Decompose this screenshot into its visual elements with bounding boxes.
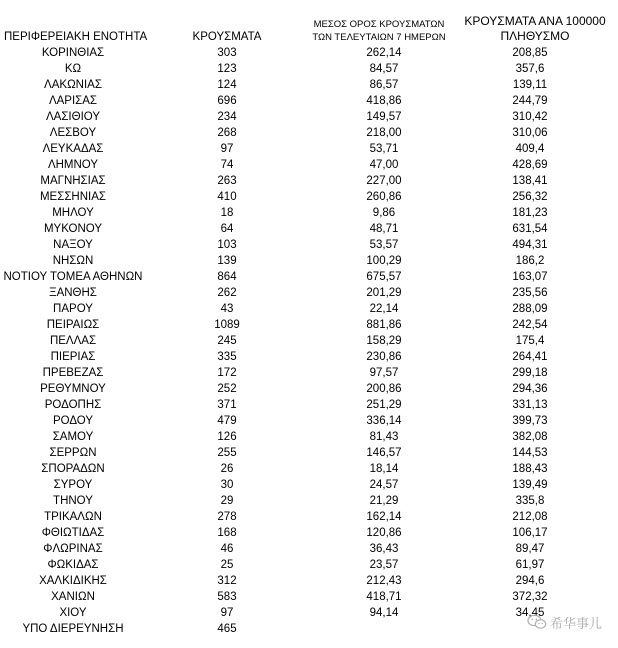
cell-per-100k: 244,79 [512,95,548,107]
table-row [0,477,618,493]
cell-per-100k: 106,17 [512,527,548,539]
table-row [0,189,618,205]
cell-per-100k: 163,07 [512,271,548,283]
cell-region: ΛΕΥΚΑΔΑΣ [42,143,104,155]
wechat-icon [527,614,547,630]
watermark [527,613,602,631]
cell-avg-7-days: 100,29 [366,255,402,267]
cell-avg-7-days: 86,57 [369,79,399,91]
table-row [0,557,618,573]
cell-avg-7-days: 24,57 [369,479,399,491]
cell-region: ΠΕΛΛΑΣ [49,335,97,347]
cell-region: ΛΑΡΙΣΑΣ [48,95,98,107]
cell-cases: 64 [220,223,234,235]
cell-cases: 46 [220,543,234,555]
table-row [0,573,618,589]
table-row [0,93,618,109]
cell-region: ΣΥΡΟΥ [53,479,93,491]
cell-region: ΣΠΟΡΑΔΩΝ [41,463,105,475]
cell-per-100k: 409,4 [515,143,545,155]
watermark-text: 希华事儿 [549,615,602,631]
cell-avg-7-days: 94,14 [369,607,399,619]
cell-avg-7-days: 212,43 [366,575,402,587]
table-row [0,349,618,365]
cell-region: ΝΑΞΟΥ [53,239,93,251]
cell-cases: 255 [217,447,237,459]
table-row [0,61,618,77]
table-row [0,221,618,237]
cell-region: ΧΙΟΥ [59,607,87,619]
cell-per-100k: 212,08 [512,511,548,523]
cell-cases: 268 [217,127,237,139]
cell-cases: 126 [217,431,237,443]
cell-region: ΜΕΣΣΗΝΙΑΣ [39,191,107,203]
cell-per-100k: 139,11 [512,79,548,91]
header-cases: ΚΡΟΥΣΜΑΤΑ [192,31,262,43]
table-row [0,397,618,413]
cell-cases: 18 [220,207,234,219]
cell-cases: 124 [217,79,237,91]
cell-cases: 864 [217,271,237,283]
table-row [0,509,618,525]
table-row [0,621,618,637]
table-row [0,445,618,461]
cell-avg-7-days: 48,71 [369,223,399,235]
cell-avg-7-days: 22,14 [369,303,399,315]
cell-per-100k: 372,32 [512,591,548,603]
cell-region: ΝΗΣΩΝ [52,255,94,267]
cell-cases: 312 [217,575,237,587]
cell-per-100k: 335,8 [515,495,545,507]
cell-avg-7-days: 18,14 [369,463,399,475]
cell-avg-7-days: 149,57 [366,111,402,123]
header-per-100k [455,14,615,44]
cell-per-100k: 310,42 [512,111,548,123]
cell-cases: 696 [217,95,237,107]
cell-avg-7-days: 251,29 [366,399,402,411]
cell-per-100k: 208,85 [512,47,548,59]
cell-avg-7-days: 36,43 [369,543,399,555]
cell-avg-7-days: 260,86 [366,191,402,203]
cell-region: ΧΑΝΙΩΝ [51,591,95,603]
cell-per-100k: 242,54 [512,319,548,331]
table-row [0,45,618,61]
cell-avg-7-days: 162,14 [366,511,402,523]
cell-cases: 278 [217,511,237,523]
cell-cases: 172 [217,367,237,379]
cell-avg-7-days: 200,86 [366,383,402,395]
table-row [0,157,618,173]
cell-cases: 479 [217,415,237,427]
table-row [0,429,618,445]
cell-per-100k: 494,31 [512,239,548,251]
table-row [0,253,618,269]
cell-region: ΤΗΝΟΥ [53,495,93,507]
table-row [0,365,618,381]
cell-avg-7-days: 262,14 [366,47,402,59]
table-row [0,269,618,285]
cell-cases: 335 [217,351,237,363]
table-row [0,125,618,141]
cell-avg-7-days: 418,71 [366,591,402,603]
cell-region: ΠΙΕΡΙΑΣ [50,351,96,363]
table-row [0,301,618,317]
cell-per-100k: 399,73 [512,415,548,427]
cell-cases: 410 [217,191,237,203]
table-row [0,141,618,157]
table-row [0,413,618,429]
cell-avg-7-days: 47,00 [369,159,399,171]
table-row [0,605,618,621]
cell-per-100k: 299,18 [512,367,548,379]
cell-cases: 74 [220,159,234,171]
cell-region: ΠΕΙΡΑΙΩΣ [46,319,100,331]
cell-cases: 371 [217,399,237,411]
cell-region: ΛΕΣΒΟΥ [49,127,97,139]
cell-per-100k: 256,32 [512,191,548,203]
cell-avg-7-days: 336,14 [366,415,402,427]
table-body [0,45,618,637]
cell-per-100k: 294,6 [515,575,545,587]
cell-avg-7-days: 53,57 [369,239,399,251]
cell-per-100k: 144,53 [512,447,548,459]
cell-region: ΛΗΜΝΟΥ [47,159,99,171]
cell-per-100k: 139,49 [512,479,548,491]
cell-region: ΡΟΔΟΠΗΣ [44,399,102,411]
cell-per-100k: 357,6 [515,63,545,75]
cell-avg-7-days: 201,29 [366,287,402,299]
cell-region: ΛΑΣΙΘΙΟΥ [45,111,101,123]
cell-region: ΡΟΔΟΥ [52,415,94,427]
cell-avg-7-days: 53,71 [369,143,399,155]
cell-per-100k: 428,69 [512,159,548,171]
cell-avg-7-days: 675,57 [366,271,402,283]
header-region: ΠΕΡΙΦΕΡΕΙΑΚΗ ΕΝΟΤΗΤΑ [4,31,148,43]
cell-per-100k: 310,06 [512,127,548,139]
cell-cases: 25 [220,559,234,571]
table-row [0,589,618,605]
cell-region: ΚΩ [64,63,82,75]
cell-region: ΦΛΩΡΙΝΑΣ [43,543,103,555]
cell-region: ΛΑΚΩΝΙΑΣ [44,79,102,91]
cell-per-100k: 186,2 [515,255,545,267]
cell-per-100k: 331,13 [512,399,548,411]
cell-avg-7-days: 81,43 [369,431,399,443]
cell-cases: 234 [217,111,237,123]
cell-region: ΜΑΓΝΗΣΙΑΣ [40,175,106,187]
header-avg-7-days [302,18,456,44]
cell-region: ΦΘΙΩΤΙΔΑΣ [41,527,105,539]
cell-region: ΝΟΤΙΟΥ ΤΟΜΕΑ ΑΘΗΝΩΝ [3,271,143,283]
cell-region: ΡΕΘΥΜΝΟΥ [40,383,106,395]
cell-avg-7-days: 23,57 [369,559,399,571]
cell-cases: 103 [217,239,237,251]
cell-per-100k: 61,97 [515,559,545,571]
cell-cases: 97 [220,607,234,619]
cell-avg-7-days: 158,29 [366,335,402,347]
cell-region: ΠΑΡΟΥ [53,303,93,315]
table-row [0,493,618,509]
cell-cases: 29 [220,495,234,507]
cell-per-100k: 34,45 [515,607,545,619]
cell-avg-7-days: 120,86 [366,527,402,539]
cell-per-100k: 188,43 [512,463,548,475]
cell-per-100k: 631,54 [512,223,548,235]
cell-per-100k: 264,41 [512,351,548,363]
cell-cases: 262 [217,287,237,299]
cell-region: ΚΟΡΙΝΘΙΑΣ [41,47,105,59]
cell-per-100k: 382,08 [512,431,548,443]
table-row [0,77,618,93]
table-row [0,285,618,301]
cell-avg-7-days: 97,57 [369,367,399,379]
table-row [0,525,618,541]
cell-region: ΠΡΕΒΕΖΑΣ [42,367,104,379]
header-per-line1: ΚΡΟΥΣΜΑΤΑ ΑΝΑ 100000 [464,14,606,28]
cell-region: ΥΠΟ ΔΙΕΡΕΥΝΗΣΗ [22,623,124,635]
cell-per-100k: 288,09 [512,303,548,315]
cell-per-100k: 294,36 [512,383,548,395]
cell-avg-7-days: 418,86 [366,95,402,107]
cell-region: ΞΑΝΘΗΣ [49,287,97,299]
table-row [0,109,618,125]
cell-region: ΜΥΚΟΝΟΥ [43,223,103,235]
header-per-line2: ΠΛΗΘΥΣΜΟ [500,29,570,43]
cell-cases: 252 [217,383,237,395]
header-avg-line1: ΜΕΣΟΣ ΟΡΟΣ ΚΡΟΥΣΜΑΤΩΝ [313,19,445,30]
cell-cases: 1089 [214,319,240,331]
cell-cases: 26 [220,463,234,475]
cell-per-100k: 138,41 [512,175,548,187]
cell-avg-7-days: 9,86 [372,207,396,219]
cell-avg-7-days: 146,57 [366,447,402,459]
cell-avg-7-days: 230,86 [366,351,402,363]
cell-cases: 168 [217,527,237,539]
cell-per-100k: 89,47 [515,543,545,555]
cell-avg-7-days: 21,29 [369,495,399,507]
cell-avg-7-days: 218,00 [366,127,402,139]
table-row [0,541,618,557]
cell-region: ΤΡΙΚΑΛΩΝ [44,511,102,523]
cell-cases: 123 [217,63,237,75]
table-row [0,237,618,253]
table-row [0,205,618,221]
table-row [0,333,618,349]
cell-region: ΧΑΛΚΙΔΙΚΗΣ [39,575,107,587]
table-row [0,173,618,189]
table-row [0,381,618,397]
cell-avg-7-days: 227,00 [366,175,402,187]
cell-region: ΦΩΚΙΔΑΣ [47,559,99,571]
cell-region: ΣΑΜΟΥ [52,431,94,443]
cell-region: ΜΗΛΟΥ [52,207,94,219]
cell-cases: 465 [217,623,237,635]
cell-per-100k: 181,23 [512,207,548,219]
cell-avg-7-days: 84,57 [369,63,399,75]
cell-per-100k: 235,56 [512,287,548,299]
cell-cases: 43 [220,303,234,315]
cell-cases: 139 [217,255,237,267]
cell-cases: 263 [217,175,237,187]
cell-avg-7-days: 881,86 [366,319,402,331]
header-avg-line2: ΤΩΝ ΤΕΛΕΥΤΑΙΩΝ 7 ΗΜΕΡΩΝ [312,32,446,43]
cell-cases: 30 [220,479,234,491]
cell-cases: 583 [217,591,237,603]
cell-cases: 245 [217,335,237,347]
cell-region: ΣΕΡΡΩΝ [49,447,97,459]
table-row [0,317,618,333]
table-row [0,461,618,477]
cell-cases: 303 [217,47,237,59]
cell-cases: 97 [220,143,234,155]
cell-per-100k: 175,4 [515,335,545,347]
